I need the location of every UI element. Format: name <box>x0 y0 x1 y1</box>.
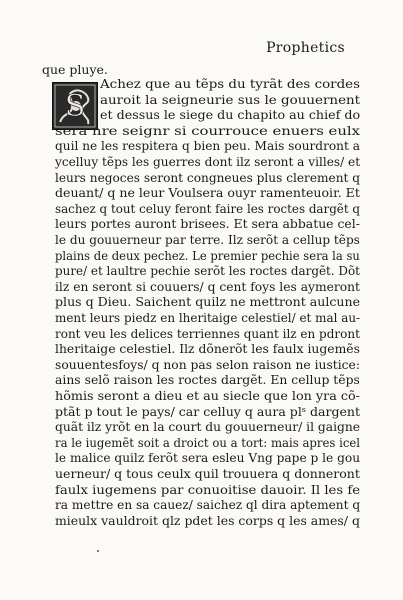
text-line: ront veu les delices terriennes quant ilz en pdront <box>55 325 360 341</box>
text-line: souuentesfoys/ q non pas selon raison ne iustice: <box>55 356 360 372</box>
text-line: auroit la seigneurie sus le gouuernent <box>100 91 361 107</box>
text-line: ra mettre en sa cauez/ saichez ql dira aptement q <box>55 497 361 513</box>
text-line: lheritaige celestiel. Ilz dõnerõt les faulx iugemẽs <box>55 341 360 357</box>
text-line: ptãt p tout le pays/ car celluy q aura plˢ dargent <box>55 403 361 419</box>
text-line: faulx iugemens par conuoitise dauoir. Il les fe <box>55 481 361 497</box>
text-line: ra le iugemẽt soit a droict ou a tort: mais apres icel <box>55 434 361 450</box>
text-line: quãt ilz yrõt en la court du gouuerneur/ il gaigne <box>55 419 361 435</box>
text-line: sera nre seignr si courrouce enuers eulx <box>55 122 360 138</box>
text-line: plus q Dieu. Saichent quilz ne mettront aulcune <box>55 294 361 310</box>
text-line: pure/ et laultre pechie serõt les roctes dargẽt. Dõt <box>55 263 360 279</box>
running-head: Prophetics <box>266 40 345 56</box>
text-line: deuant/ q ne leur Voulsera ouyr ramenteuoir. Et <box>55 185 360 201</box>
text-line: ycelluy tẽps les guerres dont ilz seront a villes/ et <box>55 154 361 169</box>
page-speck <box>97 550 99 552</box>
text-line: Achez que au tẽps du tyrãt des cordes <box>100 76 360 91</box>
svg-text:S: S <box>64 89 86 124</box>
text-line: hõmis seront a dieu et au siecle que lon yra cõ- <box>55 388 360 403</box>
text-line: le du gouuerneur par terre. Ilz serõt a cellup tẽps <box>55 232 360 247</box>
text-line: ment leurs piedz en lheritaige celestiel/ et mal au- <box>55 310 361 325</box>
text-line: ains selõ raison les roctes dargẽt. En cellup tẽps <box>55 372 360 388</box>
text-line: uerneur/ q tous ceulx quil trouuera q donneront <box>55 466 360 481</box>
text-line: mieulx vauldroit qlz pdet les corps q les ames/ q <box>55 512 360 528</box>
text-line: et dessus le siege du chapito au chief do <box>100 107 361 123</box>
text-line: leurs negoces seront congneues plus clerement q <box>55 169 361 185</box>
text-line: sachez q tout celuy feront faire les roctes dargẽt q <box>55 200 361 216</box>
text-line: leurs portes auront brisees. Et sera abbatue cel- <box>55 216 360 232</box>
text-line: le malice quilz ferõt sera esleu Vng pape p le gou <box>55 450 361 466</box>
text-line: quil ne les respitera q bien peu. Mais sourdront a <box>55 138 360 154</box>
text-line: ilz en seront si couuers/ q cent foys les aymeront <box>55 278 360 294</box>
text-line: plains de deux pechez. Le premier pechie sera la su <box>55 247 360 263</box>
catchword: que pluye. <box>42 62 108 77</box>
